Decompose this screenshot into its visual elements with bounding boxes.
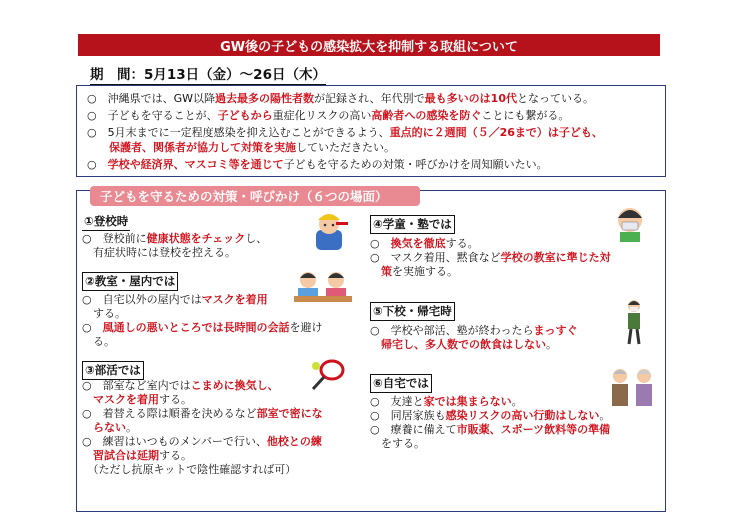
child-thermometer-icon [308, 208, 350, 252]
tennis-racket-icon [308, 358, 348, 392]
text-segment [82, 393, 93, 406]
section-body-5 [370, 324, 578, 352]
section-item-line [370, 237, 611, 251]
text-segment: が記録され、年代別で [314, 92, 425, 105]
measures-header: 子どもを守るための対策・呼びかけ（６つの場面） [90, 186, 420, 206]
students-at-desk-icon [292, 268, 354, 308]
highlight-text: 習試合は延期 [93, 449, 159, 462]
text-segment: ○ 登校前に [82, 232, 147, 245]
section-item-line [82, 435, 323, 449]
intro-line [87, 126, 603, 140]
highlight-text: 過去最多の陽性者数 [215, 92, 314, 105]
section-item-line [82, 246, 267, 260]
text-segment: ○ 5月末までに一定程度感染を抑え込むことができるよう、 [87, 126, 390, 139]
section-label-1: ①登校時 [82, 213, 130, 231]
section-item-line [82, 449, 323, 463]
section-item-line [370, 265, 611, 279]
text-segment: ○ 同居家族も [370, 409, 446, 422]
section-item-line [82, 232, 267, 246]
text-segment: 子どもを守るための対策・呼びかけを周知願いたい。 [283, 158, 548, 171]
text-segment: ○ 学校や部活、塾が終わったら [370, 324, 534, 337]
section-item-line [370, 251, 611, 265]
intro-box [76, 85, 666, 177]
text-segment: ○ 子どもを守ることが、 [87, 109, 218, 122]
highlight-text: 高齢者への感染を防ぐ [371, 109, 482, 122]
text-segment: する。 [159, 393, 192, 406]
period-label: 期 間：5月13日（金）～26日（木） [90, 63, 326, 85]
text-segment: 。 [126, 421, 137, 434]
section-label-4: ④学童・塾では [370, 215, 455, 234]
text-segment: ○ 療養に備えて [370, 423, 457, 436]
section-item-line [370, 437, 610, 451]
highlight-text: 部室で密にな [256, 407, 323, 420]
text-segment: ○ 練習はいつものメンバーで行い、 [82, 435, 267, 448]
text-segment: となっている。 [516, 92, 594, 105]
section-item-line [370, 395, 610, 409]
text-segment: する。 [82, 307, 126, 320]
highlight-text: 保護者、関係者が協力して対策を実施 [109, 141, 296, 154]
highlight-text: マスクを着用 [93, 393, 159, 406]
masked-child-icon [612, 204, 648, 244]
highlight-text: 健康状態をチェック [146, 232, 246, 245]
text-segment: を避け [289, 321, 323, 334]
highlight-text: 換気を徹底 [390, 237, 446, 250]
masked-student-walking-icon [622, 298, 646, 346]
text-segment: （ただし抗原キットで陰性確認すれば可） [82, 463, 297, 476]
highlight-text: 学校や経済界、マスコミ等を通じて [107, 158, 284, 171]
section-body-6 [370, 395, 610, 451]
highlight-text: まっすぐ [533, 324, 578, 337]
text-segment: ことにも繋がる。 [481, 109, 570, 122]
highlight-text: こまめに換気し、 [190, 379, 279, 392]
section-label-5: ⑤下校・帰宅時 [370, 302, 455, 321]
text-segment: ○ [82, 321, 103, 334]
text-segment [82, 449, 93, 462]
highlight-text: マスクを着用 [201, 293, 268, 306]
section-item-line [370, 324, 578, 338]
section-item-line [370, 423, 610, 437]
section-item-line [82, 293, 323, 307]
text-segment: をする。 [370, 437, 425, 450]
highlight-text: 学校の教室に準じた対 [500, 251, 611, 264]
highlight-text: 市販薬、スポーツ飲料等の準備 [456, 423, 611, 436]
section-label-2: ②教室・屋内では [82, 272, 178, 291]
highlight-text: 子どもから [217, 109, 273, 122]
section-item-line [82, 321, 323, 335]
intro-line [87, 158, 548, 172]
highlight-text: 策 [381, 265, 392, 278]
highlight-text: 風通しの悪いところでは長時間の会話 [102, 321, 290, 334]
text-segment: を実施する。 [392, 265, 458, 278]
text-segment [87, 141, 109, 154]
highlight-text: 最も多いのは10代 [424, 92, 517, 105]
highlight-text: 重点的に２週間（５／26まで）は子ども、 [389, 126, 603, 139]
text-segment: ○ [87, 158, 108, 171]
text-segment: ○ 友達と [370, 395, 424, 408]
text-segment: ○ 部室など室内では [82, 379, 191, 392]
text-segment: ○ 自宅以外の屋内では [82, 293, 202, 306]
text-segment: 。 [511, 395, 523, 408]
text-segment: ○ [370, 237, 391, 250]
intro-line [87, 109, 569, 123]
text-segment: ○ マスク着用、黙食など [370, 251, 501, 264]
text-segment: し、 [245, 232, 268, 245]
highlight-text: 家では集まらない [423, 395, 512, 408]
text-segment [370, 338, 381, 351]
page-title: GW後の子どもの感染拡大を抑制する取組について [78, 34, 660, 56]
section-item-line [82, 307, 323, 321]
text-segment: 。 [599, 409, 611, 422]
text-segment: ○ 着替える際は順番を決めるなど [82, 407, 257, 420]
text-segment: していただきたい。 [296, 141, 395, 154]
section-label-6: ⑥自宅では [370, 374, 432, 393]
section-body-4 [370, 237, 611, 279]
section-body-3 [82, 379, 323, 477]
section-item-line [370, 338, 578, 352]
highlight-text: らない [93, 421, 126, 434]
text-segment: する。 [445, 237, 479, 250]
intro-line [87, 141, 395, 155]
section-item-line [82, 393, 323, 407]
section-body-2 [82, 293, 323, 349]
text-segment: 有症状時には登校を控える。 [82, 246, 236, 259]
text-segment: ○ 沖縄県では、GW以降 [87, 92, 215, 105]
section-item-line [370, 409, 610, 423]
elderly-couple-icon [606, 366, 660, 408]
text-segment: する。 [159, 449, 192, 462]
highlight-text: 帰宅し、多人数での飲食はしない [381, 338, 546, 351]
section-item-line [82, 463, 323, 477]
text-segment: 。 [546, 338, 557, 351]
text-segment [370, 265, 381, 278]
section-item-line [82, 335, 323, 349]
text-segment: る。 [82, 335, 115, 348]
section-item-line [82, 421, 323, 435]
section-body-1 [82, 232, 267, 260]
text-segment: 重症化リスクの高い [272, 109, 372, 122]
text-segment [82, 421, 93, 434]
intro-line [87, 92, 594, 106]
highlight-text: 他校との練 [266, 435, 322, 448]
section-label-3: ③部活では [82, 361, 144, 380]
highlight-text: 感染リスクの高い行動はしない [445, 409, 600, 422]
section-item-line [82, 407, 323, 421]
section-item-line [82, 379, 323, 393]
